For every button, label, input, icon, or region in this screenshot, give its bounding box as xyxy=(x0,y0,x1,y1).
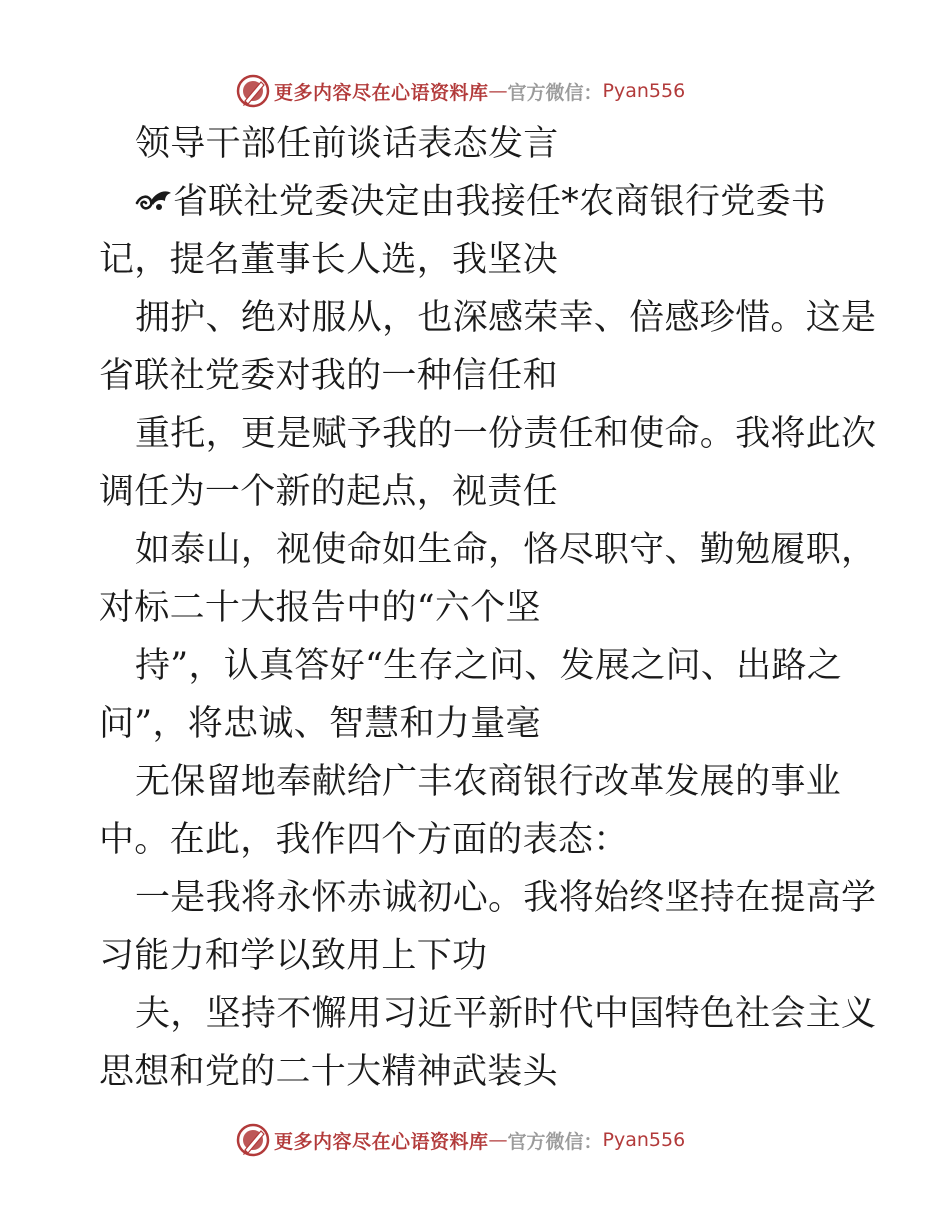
paragraph-line: 记，提名董事长人选，我坚决 xyxy=(99,240,558,280)
footer-watermark xyxy=(236,1122,685,1158)
paragraph-line: 中。在此，我作四个方面的表态： xyxy=(99,820,629,860)
paragraph-line: 拥护、绝对服从，也深感荣幸、倍感珍惜。这是 xyxy=(135,298,877,338)
line-text: 省联社党委决定由我接任*农商银行党委书 xyxy=(173,182,827,222)
watermark-text: 更多内容尽在心语资料库 xyxy=(274,81,489,104)
watermark-dash: — xyxy=(488,80,508,102)
paragraph-line: 对标二十大报告中的“六个坚 xyxy=(99,588,541,628)
pen-seal-icon xyxy=(236,1123,270,1157)
paragraph-line: 重托，更是赋予我的一份责任和使命。我将此次 xyxy=(135,414,877,454)
pen-seal-icon xyxy=(236,74,270,108)
paragraph-line: 省联社党委对我的一种信任和 xyxy=(99,356,558,396)
paragraph-line: 如泰山，视使命如生命，恪尽职守、勤勉履职， xyxy=(135,530,877,570)
watermark-official-label: 官方微信： xyxy=(507,1130,603,1153)
paragraph-line: 一是我将永怀赤诚初心。我将始终坚持在提高学 xyxy=(135,878,877,918)
paragraph-line: 持”，认真答好“生存之问、发展之问、出路之 xyxy=(135,646,843,686)
header-watermark xyxy=(236,73,685,109)
watermark-text: 更多内容尽在心语资料库 xyxy=(274,1130,489,1153)
paragraph-line: 问”，将忠诚、智慧和力量毫 xyxy=(99,704,541,744)
watermark-dash: — xyxy=(488,1129,508,1151)
paragraph-line: 思想和党的二十大精神武装头 xyxy=(99,1052,558,1092)
paragraph-line: 无保留地奉献给广丰农商银行改革发展的事业 xyxy=(135,762,842,802)
watermark-official-label: 官方微信： xyxy=(507,81,603,104)
fleuron-icon xyxy=(135,185,173,215)
paragraph-line: 夫，坚持不懈用习近平新时代中国特色社会主义 xyxy=(135,994,877,1034)
paragraph-line: 习能力和学以致用上下功 xyxy=(99,936,488,976)
paragraph-line: 调任为一个新的起点，视责任 xyxy=(99,472,558,512)
document-title: 领导干部任前谈话表态发言 xyxy=(135,124,559,164)
paragraph-line xyxy=(135,182,826,222)
watermark-wechat-id: Pyan556 xyxy=(602,80,686,102)
watermark-wechat-id: Pyan556 xyxy=(602,1129,686,1151)
